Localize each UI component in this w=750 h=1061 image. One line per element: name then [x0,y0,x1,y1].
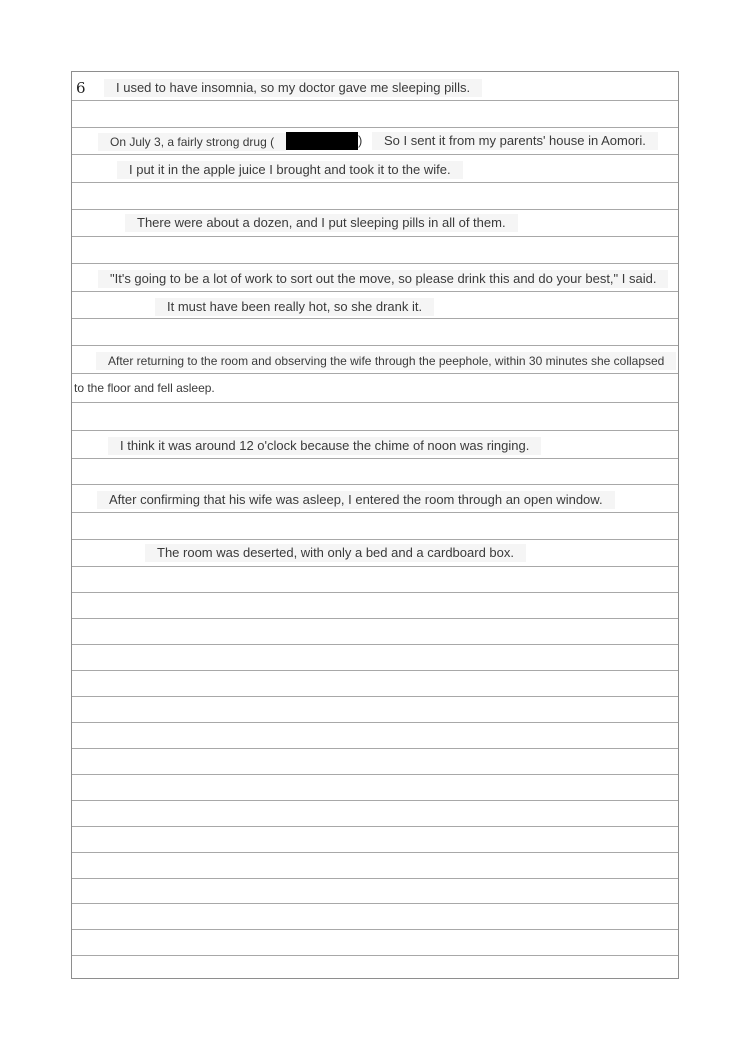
rule-line [72,826,678,827]
rule-line [72,291,678,292]
rule-line [72,618,678,619]
text-line-9: After confirming that his wife was asleep, I entered the room through an open window. [97,491,615,509]
rule-line [72,774,678,775]
text-line-7a: After returning to the room and observing the wife through the peephole, within 30 minutes she collapsed [96,352,676,370]
rule-line [72,458,678,459]
rule-line [72,182,678,183]
text-line-3: I put it in the apple juice I brought and took it to the wife. [117,161,463,179]
rule-line [72,127,678,128]
rule-line [72,512,678,513]
rule-line [72,566,678,567]
rule-line [72,539,678,540]
rule-line [72,100,678,101]
rule-line [72,955,678,956]
rule-line [72,345,678,346]
rule-line [72,878,678,879]
text-line-2b: ) [358,133,363,148]
text-line-1: I used to have insomnia, so my doctor gave me sleeping pills. [104,79,482,97]
redaction-box [286,132,358,150]
rule-line [72,209,678,210]
text-line-2a: On July 3, a fairly strong drug ( [98,133,286,151]
rule-line [72,670,678,671]
rule-line [72,484,678,485]
rule-line [72,592,678,593]
rule-line [72,154,678,155]
rule-line [72,696,678,697]
rule-line [72,236,678,237]
text-line-6: It must have been really hot, so she drank it. [155,298,434,316]
rule-line [72,402,678,403]
text-line-4: There were about a dozen, and I put sleeping pills in all of them. [125,214,518,232]
rule-line [72,929,678,930]
text-line-7b: to the floor and fell asleep. [74,381,215,395]
rule-line [72,722,678,723]
rule-line [72,800,678,801]
rule-line [72,263,678,264]
rule-line [72,373,678,374]
text-line-5: "It's going to be a lot of work to sort out the move, so please drink this and do your best," I said. [98,270,668,288]
page-number: 6 [76,79,86,97]
rule-line [72,644,678,645]
text-line-8: I think it was around 12 o'clock because the chime of noon was ringing. [108,437,541,455]
rule-line [72,852,678,853]
rule-line [72,430,678,431]
rule-line [72,903,678,904]
ruled-sheet [71,71,679,979]
rule-line [72,748,678,749]
text-line-10: The room was deserted, with only a bed and a cardboard box. [145,544,526,562]
rule-line [72,318,678,319]
text-line-2c: So I sent it from my parents' house in Aomori. [372,132,658,150]
